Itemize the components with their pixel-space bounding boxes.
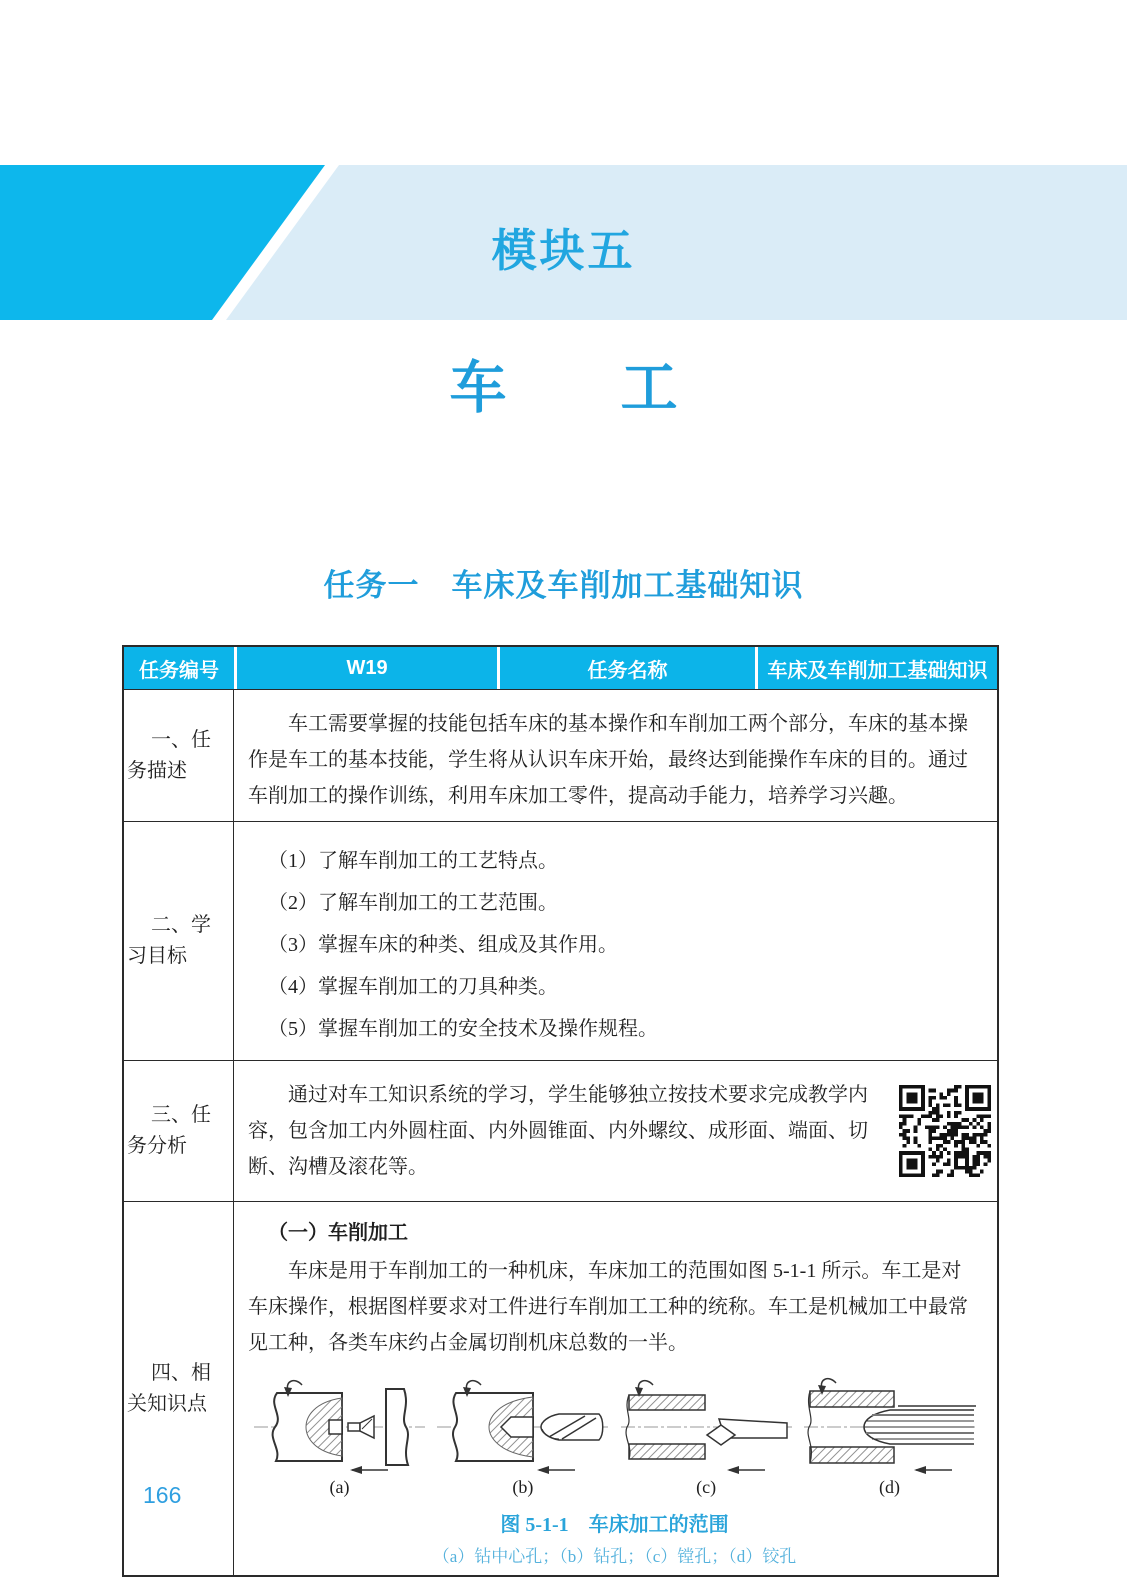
diagram-reaming: [802, 1377, 977, 1498]
table-row: [124, 689, 997, 821]
figure-sublabel: (c): [696, 1477, 717, 1497]
figure-subcaption: （a）钻中心孔；（b）钻孔；（c）镗孔；（d）铰孔: [432, 1547, 797, 1566]
related-knowledge-cell: [234, 1202, 997, 1575]
row-label-task-analysis: 三、任务分析: [124, 1061, 234, 1201]
row-label-related-knowledge: 四、相关知识点: [124, 1202, 234, 1575]
figure-caption: 图 5-1-1 车床加工的范围: [500, 1514, 729, 1536]
task-analysis-cell: [234, 1061, 997, 1201]
header-cell-task-number: 任务编号: [139, 659, 219, 682]
header-cell-task-code: W19: [234, 647, 497, 689]
section-title: 任务一 车床及车削加工基础知识: [323, 568, 804, 603]
learning-goal-item: （1）了解车削加工的工艺特点。: [268, 850, 558, 872]
page-title: 车 工: [449, 357, 678, 420]
page-number: 166: [143, 1482, 182, 1508]
task-analysis-text: 通过对车工知识系统的学习，学生能够独立按技术要求完成教学内容，包含加工内外圆柱面、内外圆锥面、内外螺纹、成形面、端面、切断、沟槽及滚花等。: [248, 1084, 868, 1178]
row-label-task-description: 一、任务描述: [124, 690, 234, 821]
learning-goal-item: （5）掌握车削加工的安全技术及操作规程。: [268, 1018, 658, 1040]
task-description-cell: [234, 690, 997, 821]
diagram-drilling: [435, 1377, 610, 1498]
lathe-diagram-icon: [802, 1377, 977, 1477]
qr-code: [899, 1085, 991, 1177]
learning-goal-item: （4）掌握车削加工的刀具种类。: [268, 976, 558, 998]
learning-goal-item: （3）掌握车床的种类、组成及其作用。: [268, 934, 618, 956]
learning-goal-item: （2）了解车削加工的工艺范围。: [268, 892, 558, 914]
table-row: [124, 1201, 997, 1575]
header-cell-task-name-label: 任务名称: [497, 647, 755, 689]
row-label-learning-goals: 二、学习目标: [124, 822, 234, 1060]
diagram-center-drilling: [252, 1377, 427, 1498]
diagram-boring: [619, 1377, 794, 1498]
task-table: [122, 645, 999, 1577]
task-description-text: 车工需要掌握的技能包括车床的基本操作和车削加工两个部分，车床的基本操作是车工的基本技能，学生将从认识车床开始，最终达到能操作车床的目的。通过车削加工的操作训练，利用车床加工零件，提高动手能力，培养学习兴趣。: [248, 713, 968, 807]
header-cell-task-name-value: 车床及车削加工基础知识: [755, 647, 997, 689]
lathe-diagram-icon: [435, 1377, 610, 1477]
table-row: [124, 1060, 997, 1201]
lathe-diagram-icon: [252, 1377, 427, 1477]
figure-sublabel: (a): [329, 1477, 350, 1497]
knowledge-heading: （一）车削加工: [268, 1222, 408, 1244]
learning-goals-cell: [234, 822, 997, 1060]
module-label: 模块五: [491, 225, 636, 276]
table-row: [124, 821, 997, 1060]
figure-sublabel: (b): [512, 1477, 534, 1497]
lathe-diagram-icon: [619, 1377, 794, 1477]
figure-5-1-1: [252, 1377, 977, 1498]
knowledge-text: 车床是用于车削加工的一种机床，车床加工的范围如图 5-1-1 所示。车工是对车床操作，根据图样要求对工件进行车削加工工种的统称。车工是机械加工中最常见工种，各类车床约占金属切削机床总数的一半。: [248, 1260, 968, 1354]
figure-sublabel: (d): [878, 1477, 900, 1497]
table-header-row: [124, 647, 997, 689]
